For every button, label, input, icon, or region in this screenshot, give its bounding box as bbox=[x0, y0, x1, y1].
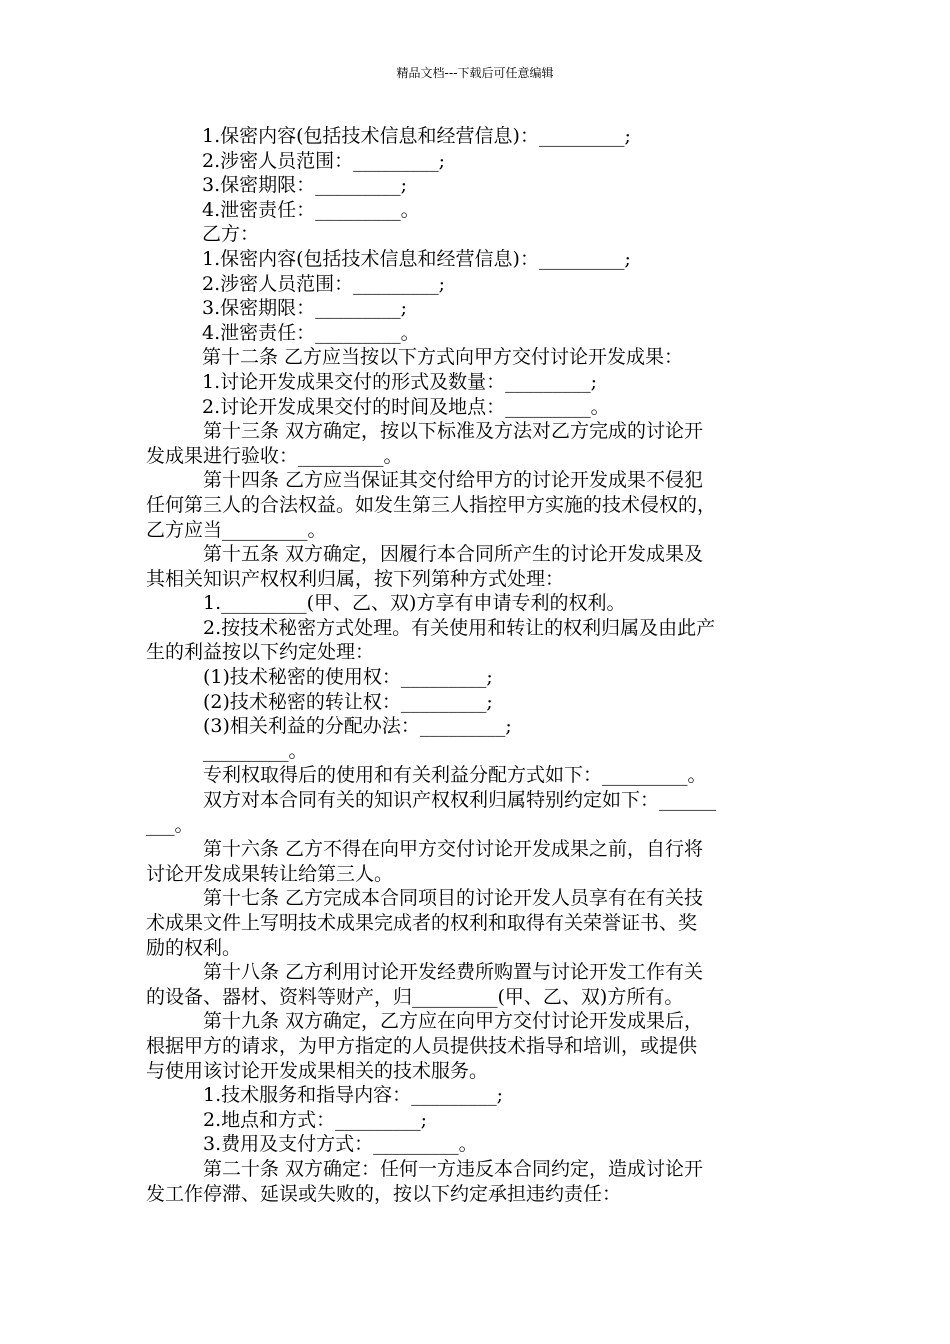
text-line: 3.费用及支付方式：_________。 bbox=[203, 1133, 478, 1156]
text-line: 1.保密内容(包括技术信息和经营信息)：_________; bbox=[202, 125, 631, 147]
text-line: 讨论开发成果转让给第三人。 bbox=[146, 862, 394, 885]
text-line: 励的权利。 bbox=[146, 936, 242, 959]
text-line: 2.涉密人员范围：_________; bbox=[202, 149, 446, 172]
text-line: 任何第三人的合法权益。如发生第三人指控甲方实施的技术侵权的， bbox=[146, 493, 717, 516]
text-line: 1.讨论开发成果交付的形式及数量：_________; bbox=[202, 370, 598, 393]
text-line: 1.技术服务和指导内容：_________; bbox=[203, 1084, 504, 1107]
text-line: 专利权取得后的使用和有关利益分配方式如下：_________。 bbox=[203, 764, 707, 787]
text-line: _________。 bbox=[203, 739, 308, 762]
text-line: 2.按技术秘密方式处理。有关使用和转让的权利归属及由此产 bbox=[203, 616, 716, 639]
text-line: 乙方： bbox=[202, 223, 260, 246]
text-line: (2)技术秘密的转让权：_________; bbox=[203, 690, 493, 713]
page-header: 精品文档---下载后可任意编辑 bbox=[396, 66, 554, 80]
text-line: 发工作停滞、延误或失败的，按以下约定承担违约责任： bbox=[146, 1182, 622, 1205]
text-line: 1.保密内容(包括技术信息和经营信息)：_________; bbox=[202, 247, 631, 270]
text-line: 的设备、器材、资料等财产，归_________(甲、乙、双)方所有。 bbox=[146, 985, 684, 1008]
text-line: 2.讨论开发成果交付的时间及地点：_________。 bbox=[202, 395, 610, 418]
text-line: 第十二条 乙方应当按以下方式向甲方交付讨论开发成果： bbox=[202, 346, 684, 369]
text-line: 第十五条 双方确定，因履行本合同所产生的讨论开发成果及 bbox=[203, 543, 704, 566]
text-line: 与使用该讨论开发成果相关的技术服务。 bbox=[146, 1059, 489, 1082]
document-body bbox=[146, 124, 808, 1206]
text-line: 4.泄密责任：_________。 bbox=[202, 321, 420, 344]
text-line: 双方对本合同有关的知识产权权利归属特别约定如下：______ bbox=[203, 789, 717, 812]
text-line: 2.地点和方式：_________; bbox=[203, 1108, 428, 1131]
text-line: 根据甲方的请求，为甲方指定的人员提供技术指导和培训，或提供 bbox=[146, 1034, 698, 1057]
text-line: 其相关知识产权权利归属，按下列第种方式处理： bbox=[146, 567, 565, 590]
text-line: 生的利益按以下约定处理： bbox=[146, 641, 375, 664]
text-line: 第十九条 双方确定，乙方应在向甲方交付讨论开发成果后， bbox=[203, 1010, 704, 1033]
text-line: 术成果文件上写明技术成果完成者的权利和取得有关荣誉证书、奖 bbox=[146, 912, 698, 934]
text-line: 4.泄密责任：_________。 bbox=[202, 198, 420, 221]
text-line: 3.保密期限：_________; bbox=[202, 174, 408, 197]
text-line: ___。 bbox=[146, 813, 194, 836]
text-line: 乙方应当_________。 bbox=[146, 518, 327, 541]
text-line: (1)技术秘密的使用权：_________; bbox=[203, 666, 493, 689]
text-line: 3.保密期限：_________; bbox=[202, 297, 408, 320]
text-line: 第十四条 乙方应当保证其交付给甲方的讨论开发成果不侵犯 bbox=[203, 469, 704, 492]
text-line: 发成果进行验收：_________。 bbox=[146, 444, 403, 467]
text-line: (3)相关利益的分配办法：_________; bbox=[203, 715, 512, 738]
text-line: 1._________(甲、乙、双)方享有申请专利的权利。 bbox=[203, 592, 626, 615]
text-line: 第二十条 双方确定：任何一方违反本合同约定，造成讨论开 bbox=[203, 1157, 704, 1180]
text-line: 第十六条 乙方不得在向甲方交付讨论开发成果之前，自行将 bbox=[203, 838, 704, 861]
text-line: 2.涉密人员范围：_________; bbox=[202, 272, 446, 295]
text-line: 第十三条 双方确定，按以下标准及方法对乙方完成的讨论开 bbox=[203, 420, 704, 443]
text-line: 第十八条 乙方利用讨论开发经费所购置与讨论开发工作有关 bbox=[203, 961, 704, 984]
text-line: 第十七条 乙方完成本合同项目的讨论开发人员享有在有关技 bbox=[203, 887, 704, 910]
